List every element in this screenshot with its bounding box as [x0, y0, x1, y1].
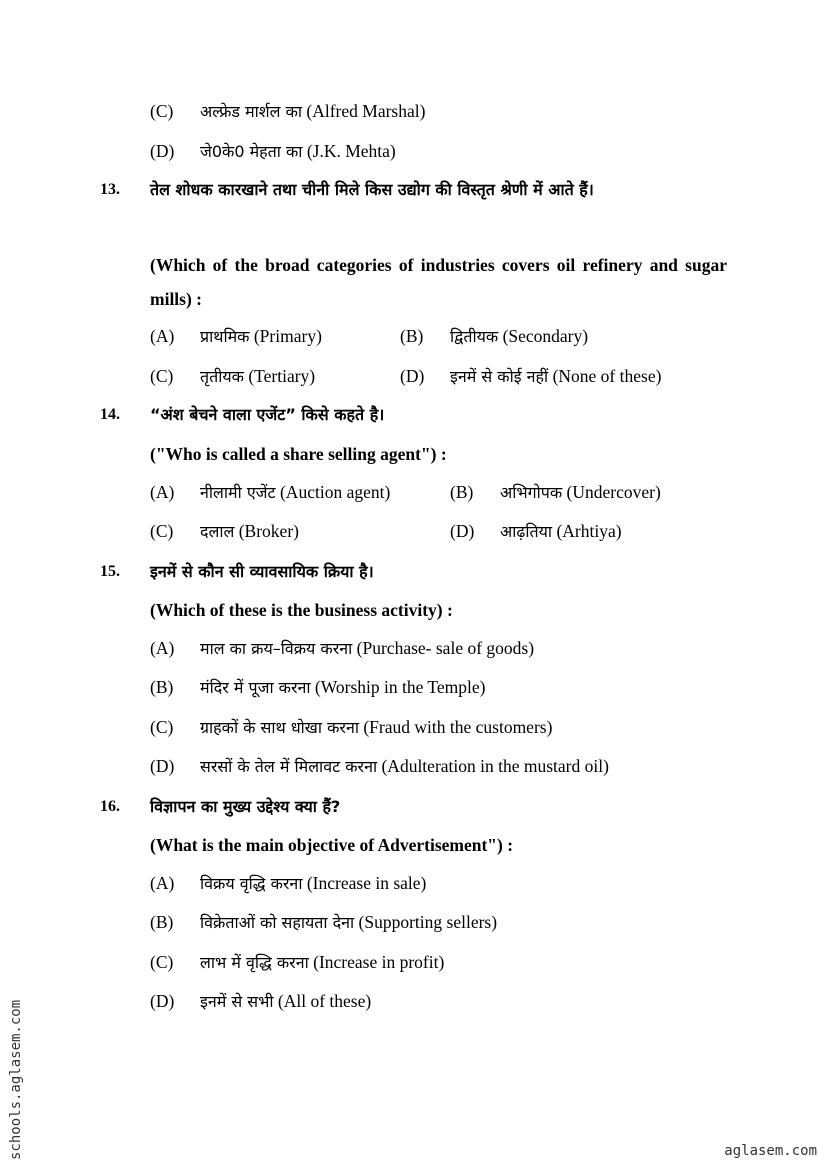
option-text — [200, 989, 371, 1014]
option-hindi: लाभ में वृद्धि करना — [200, 953, 309, 972]
option-english: (Undercover) — [566, 482, 661, 502]
option-label: (B) — [450, 482, 474, 502]
option-english: (Increase in sale) — [306, 873, 427, 893]
bottom-watermark: aglasem.com — [724, 1143, 817, 1159]
option-hindi: माल का क्रय–विक्रय करना — [200, 639, 353, 658]
option-text — [200, 871, 426, 896]
option-english: (Worship in the Temple) — [314, 677, 486, 697]
option-hindi: इनमें से सभी — [200, 992, 274, 1011]
option-text — [450, 324, 588, 349]
option-english: (Alfred Marshal) — [306, 101, 426, 121]
option-english: (All of these) — [277, 991, 372, 1011]
option-label: (B) — [400, 326, 424, 346]
option-text — [200, 715, 552, 740]
option-text — [200, 754, 609, 779]
question-hindi: विज्ञापन का मुख्य उद्देश्य क्या हैं? — [150, 797, 341, 816]
question-hindi: तेल शोधक कारखाने तथा चीनी मिले किस उद्योग की विस्तृत श्रेणी में आते हैं। — [150, 180, 594, 199]
option-label: (D) — [150, 756, 175, 776]
option-english: (Supporting sellers) — [358, 912, 498, 932]
option-hindi: मंदिर में पूजा करना — [200, 678, 311, 697]
option-label: (B) — [150, 912, 174, 932]
option-text — [200, 480, 390, 505]
option-text — [200, 139, 396, 164]
option-english: (Auction agent) — [279, 482, 391, 502]
option-label: (C) — [150, 952, 174, 972]
option-text — [200, 950, 444, 975]
option-hindi: जे0के0 मेहता का — [200, 142, 303, 161]
option-label: (A) — [150, 326, 175, 346]
option-label: (A) — [150, 873, 175, 893]
option-hindi: आढ़तिया — [500, 522, 553, 541]
option-label: (D) — [450, 521, 475, 541]
question-number: 14. — [100, 406, 120, 423]
question-number: 15. — [100, 563, 120, 580]
option-english: (Purchase- sale of goods) — [356, 638, 535, 658]
option-text — [500, 480, 661, 505]
question-english: (Which of these is the business activity) : — [150, 600, 453, 620]
option-hindi: विक्रय वृद्धि करना — [200, 874, 303, 893]
option-hindi: अल्फ्रेड मार्शल का — [200, 102, 303, 121]
option-text — [200, 636, 534, 661]
question-hindi: “अंश बेचने वाला एजेंट” किसे कहते है। — [150, 405, 385, 424]
option-hindi: नीलामी एजेंट — [200, 483, 276, 502]
option-text — [200, 910, 497, 935]
option-text — [200, 675, 485, 700]
option-english: (Broker) — [238, 521, 299, 541]
side-watermark: schools.aglasem.com — [8, 999, 24, 1160]
option-text — [200, 324, 322, 349]
question-english: (Which of the broad categories of industries covers oil refinery and sugar mills) : — [150, 255, 727, 309]
option-label: (C) — [150, 717, 174, 737]
option-label: (D) — [150, 141, 175, 161]
option-label: (B) — [150, 677, 174, 697]
option-english: (Increase in profit) — [313, 952, 445, 972]
option-text — [200, 99, 425, 124]
option-english: (Arhtiya) — [556, 521, 622, 541]
option-hindi: अभिगोपक — [500, 483, 563, 502]
option-hindi: ग्राहकों के साथ धोखा करना — [200, 718, 359, 737]
question-number: 13. — [100, 181, 120, 198]
option-label: (D) — [150, 991, 175, 1011]
option-hindi: इनमें से कोई नहीं — [450, 367, 549, 386]
option-english: (Primary) — [253, 326, 322, 346]
option-text — [200, 364, 315, 389]
option-english: (None of these) — [552, 366, 662, 386]
option-english: (J.K. Mehta) — [306, 141, 396, 161]
option-hindi: दलाल — [200, 522, 235, 541]
option-hindi: द्वितीयक — [450, 327, 499, 346]
option-hindi: प्राथमिक — [200, 327, 250, 346]
option-text — [500, 519, 622, 544]
option-label: (C) — [150, 366, 174, 386]
option-english: (Secondary) — [502, 326, 589, 346]
option-text — [450, 364, 661, 389]
option-english: (Fraud with the customers) — [363, 717, 553, 737]
option-hindi: सरसों के तेल में मिलावट करना — [200, 757, 378, 776]
question-hindi: इनमें से कौन सी व्यावसायिक क्रिया है। — [150, 562, 374, 581]
question-english: ("Who is called a share selling agent") : — [150, 444, 447, 464]
option-label: (D) — [400, 366, 425, 386]
option-text — [200, 519, 299, 544]
option-hindi: विक्रेताओं को सहायता देना — [200, 913, 355, 932]
question-english: (What is the main objective of Advertisement") : — [150, 835, 514, 855]
option-label: (A) — [150, 638, 175, 658]
option-english: (Adulteration in the mustard oil) — [381, 756, 609, 776]
option-label: (C) — [150, 521, 174, 541]
option-english: (Tertiary) — [248, 366, 316, 386]
option-label: (A) — [150, 482, 175, 502]
option-label: (C) — [150, 101, 174, 121]
option-hindi: तृतीयक — [200, 367, 244, 386]
question-number: 16. — [100, 798, 120, 815]
